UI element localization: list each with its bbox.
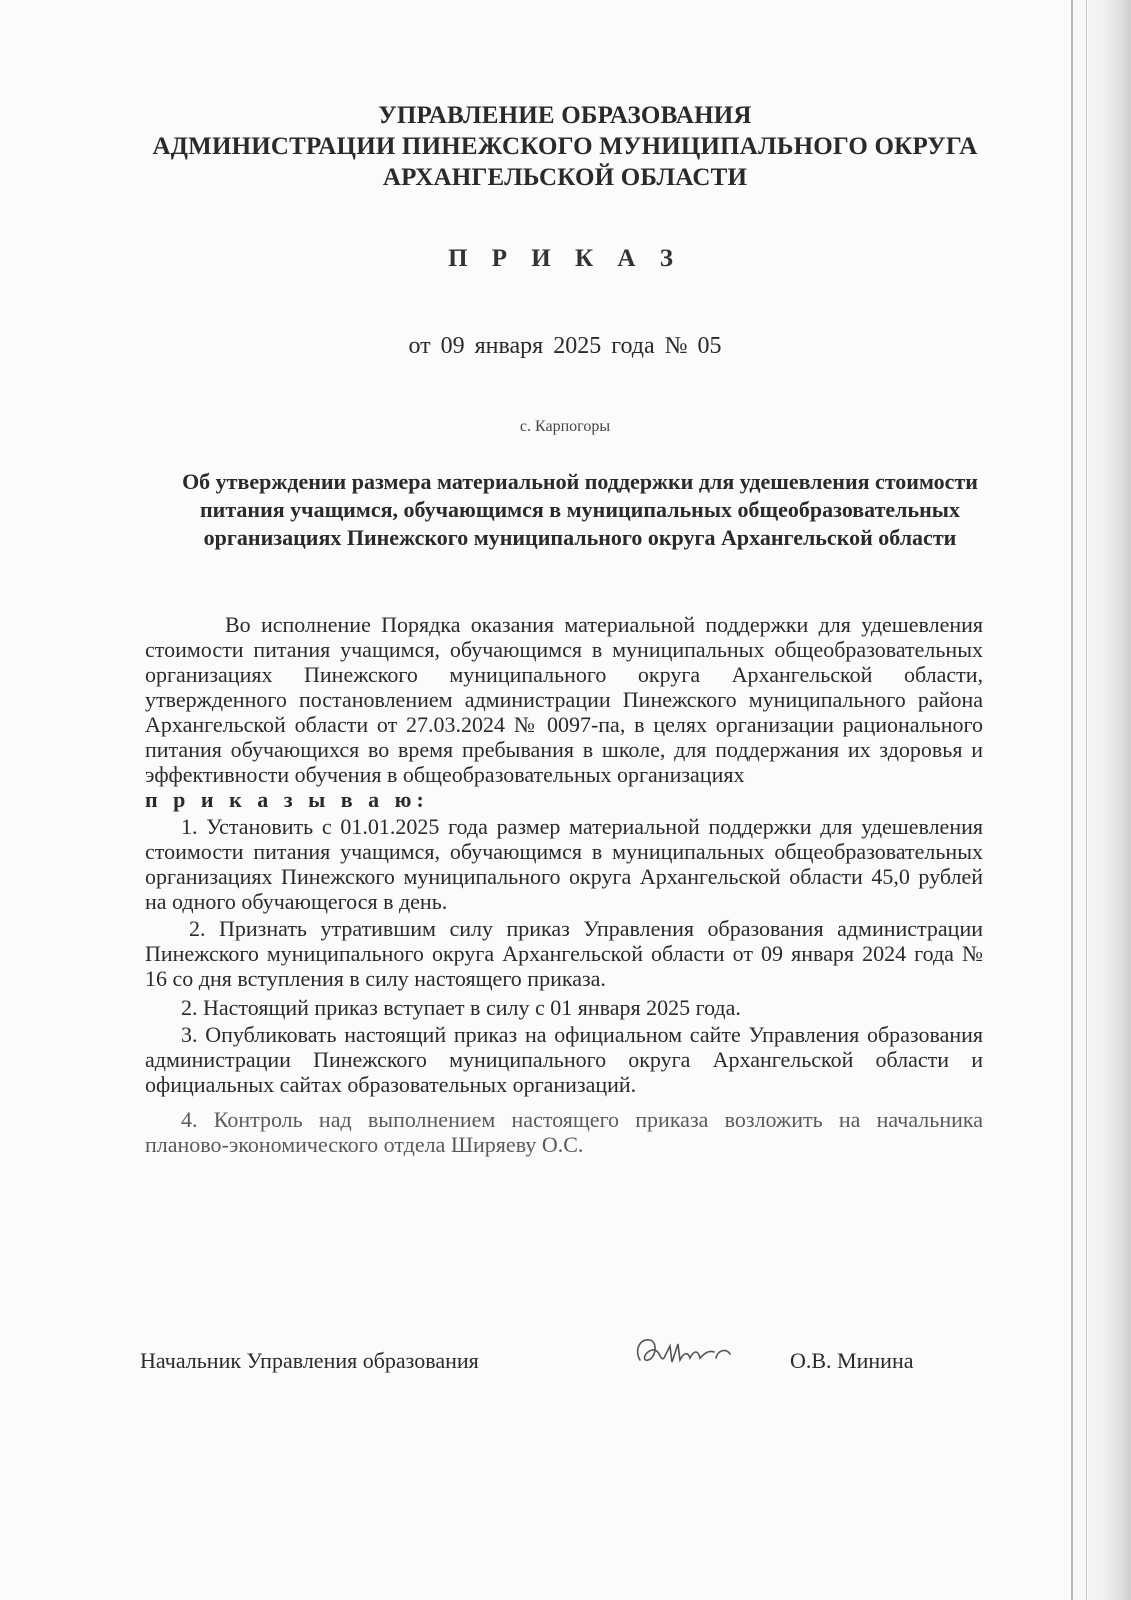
signer-name: О.В. Минина: [790, 1348, 914, 1373]
preamble-paragraph: Во исполнение Порядка оказания материальной поддержки для удешевления стоимости питания учащимся, обучающимся в муниципальных общеобразовательных организациях Пинежского муниципального округа Архангельской области, утвержденного постановлением администрации Пинежского муниципального района Архангельской области от 27.03.2024 № 0097-па, в целях организации рационального питания обучающихся во время пребывания в школе, для поддержания их здоровья и эффективности обучения в общеобразовательных организациях: [145, 612, 983, 787]
ordering-word: п р и к а з ы в а ю:: [145, 787, 429, 812]
signer-position: Начальник Управления образования: [140, 1348, 479, 1373]
order-date-number: от 09 января 2025 года № 05: [408, 333, 722, 359]
header-line-3: АРХАНГЕЛЬСКОЙ ОБЛАСТИ: [382, 164, 748, 191]
order-subject: Об утверждении размера материальной поддержки для удешевления стоимости питания учащимся, обучающимся в муниципальных общеобразовательных организациях Пинежского муниципального округа Архангельской области: [182, 469, 978, 550]
order-item-3: 2. Настоящий приказ вступает в силу с 01 января 2025 года.: [181, 995, 741, 1020]
organization-header: [120, 100, 1010, 193]
order-item-2: 2. Признать утратившим силу приказ Управления образования администрации Пинежского муниципального округа Архангельской области от 09 января 2024 года № 16 со дня вступления в силу настоящего приказа.: [145, 916, 983, 991]
handwritten-signature: [630, 1328, 740, 1378]
signature-block: [140, 1348, 940, 1388]
order-body: [145, 612, 983, 1157]
header-line-1: УПРАВЛЕНИЕ ОБРАЗОВАНИЯ: [378, 102, 752, 129]
order-item-1: 1. Установить с 01.01.2025 года размер материальной поддержки для удешевления стоимости питания учащимся, обучающимся в муниципальных общеобразовательных организациях Пинежского муниципального округа Архангельской области 45,0 рублей на одного обучающегося в день.: [145, 814, 983, 914]
header-line-2: АДМИНИСТРАЦИИ ПИНЕЖСКОГО МУНИЦИПАЛЬНОГО ОКРУГА: [152, 133, 978, 160]
place-of-issue: с. Карпогоры: [519, 418, 611, 435]
order-item-5: 4. Контроль над выполнением настоящего приказа возложить на начальника планово-экономического отдела Ширяеву О.С.: [145, 1107, 983, 1157]
order-item-4: 3. Опубликовать настоящий приказ на официальном сайте Управления образования администрации Пинежского муниципального округа Архангельской области и официальных сайтах образовательных организаций.: [145, 1022, 983, 1097]
document-type-title: П Р И К А З: [448, 245, 682, 272]
